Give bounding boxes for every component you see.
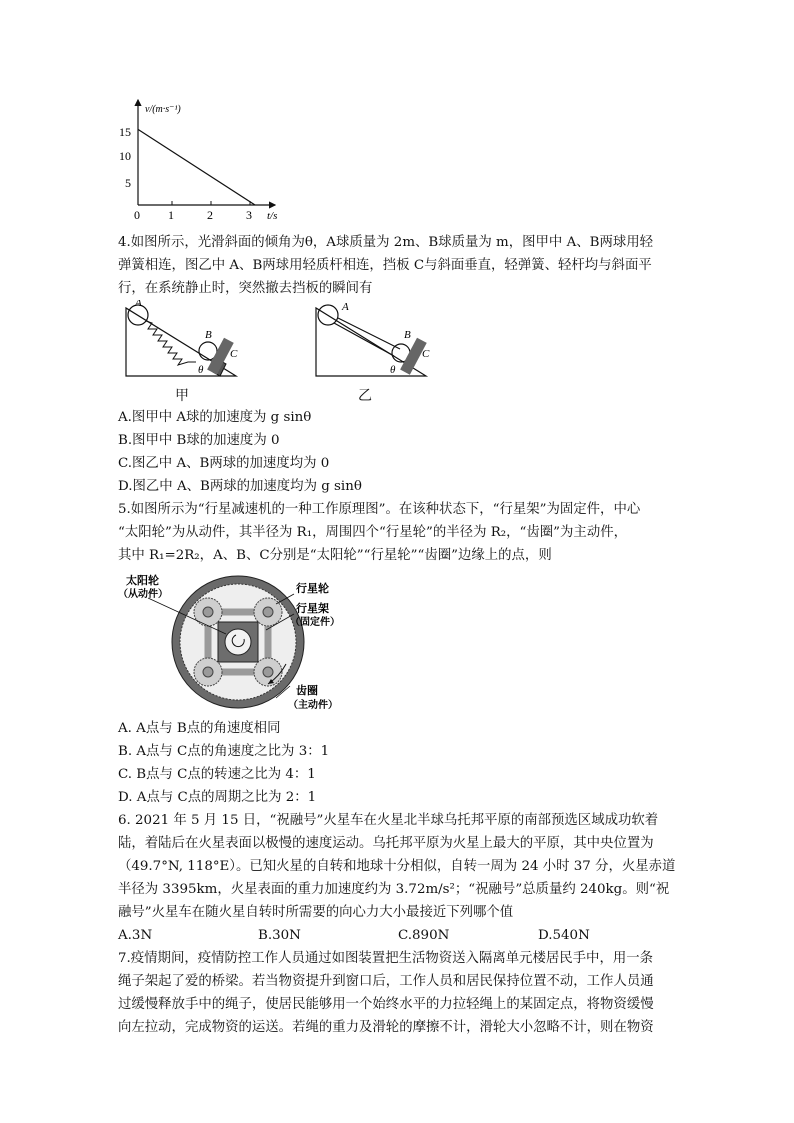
q6-stem-line: 6. 2021 年 5 月 15 日，“祝融号”火星车在火星北半球乌托邦平原的南部预选区域成功软着 bbox=[118, 813, 659, 828]
x-tick-label: 1 bbox=[168, 208, 174, 222]
y-tick-label: 15 bbox=[119, 125, 131, 139]
y-axis-label: v/(m·s⁻¹) bbox=[145, 104, 181, 115]
spring bbox=[146, 321, 196, 365]
q5-stem-line: 其中 R₁=2R₂，A、B、C分别是“太阳轮”“行星轮”“齿圈”边缘上的点，则 bbox=[118, 548, 552, 563]
label-theta: θ bbox=[390, 364, 396, 376]
q5-stem-line: 5.如图所示为“行星减速机的一种工作原理图”。在该种状态下，“行星架”为固定件，中心 bbox=[118, 502, 641, 517]
velocity-line bbox=[138, 129, 255, 205]
planetary-gear-figure bbox=[118, 572, 378, 714]
label-ring-gear-role: （主动件） bbox=[288, 700, 338, 711]
q4-stem-line: 弹簧相连，图乙中 A、B两球用轻质杆相连，挡板 C与斜面垂直，轻弹簧、轻杆均与斜面平 bbox=[118, 258, 652, 273]
q6-stem-line: （49.7°N, 118°E）。已知火星的自转和地球十分相似，自转一周为 24 小时 37 分，火星赤道 bbox=[118, 859, 676, 874]
x-tick-label: 0 bbox=[134, 208, 140, 222]
y-tick-label: 5 bbox=[125, 176, 131, 190]
label-b: B bbox=[404, 329, 411, 341]
label-carrier: 行星架 bbox=[296, 603, 329, 615]
q7-stem-line: 向左拉动，完成物资的运送。若绳的重力及滑轮的摩擦不计，滑轮大小忽略不计，则在物资 bbox=[118, 1020, 654, 1035]
q6-option-d: D.540N bbox=[538, 928, 590, 943]
caption-yi: 乙 bbox=[358, 388, 372, 404]
y-tick-labels bbox=[119, 125, 131, 190]
q5-option-d: D. A点与 C点的周期之比为 2：1 bbox=[118, 790, 317, 805]
q6-option-a: A.3N bbox=[118, 928, 153, 943]
q6-stem-line: 融号”火星车在随火星自转时所需要的向心力大小最接近下列哪个值 bbox=[118, 905, 514, 920]
q4-stem-line: 4.如图所示，光滑斜面的倾角为θ，A球质量为 2m、B球质量为 m，图甲中 A、B两球用轻 bbox=[118, 235, 654, 250]
q4-option-a: A.图甲中 A球的加速度为 g sinθ bbox=[118, 410, 312, 425]
q4-option-b: B.图甲中 B球的加速度为 0 bbox=[118, 433, 280, 448]
q5-option-c: C. B点与 C点的转速之比为 4：1 bbox=[118, 767, 316, 782]
label-a: A bbox=[135, 300, 142, 309]
q5-option-b: B. A点与 C点的角速度之比为 3：1 bbox=[118, 744, 330, 759]
q7-stem-line: 绳子架起了爱的桥梁。若当物资提升到窗口后，工作人员和居民保持位置不动，工作人员通 bbox=[118, 974, 654, 989]
label-sun-gear: 太阳轮 bbox=[126, 575, 159, 587]
label-ring-gear: 齿圈 bbox=[296, 685, 318, 697]
q7-stem-line: 过缓慢释放手中的绳子，使居民能够用一个始终水平的力拉轻绳上的某固定点，将物资缓慢 bbox=[118, 997, 654, 1012]
x-tick-labels bbox=[134, 208, 252, 222]
x-tick-label: 3 bbox=[246, 208, 252, 222]
incline-rod-figure bbox=[308, 300, 438, 380]
velocity-time-graph bbox=[115, 95, 295, 225]
q5-stem-line: “太阳轮”为从动件，其半径为 R₁，周围四个“行星轮”的半径为 R₂，“齿圈”为主动件， bbox=[118, 525, 627, 540]
label-theta: θ bbox=[198, 364, 204, 376]
label-sun-gear-role: （从动件） bbox=[118, 589, 168, 600]
q7-stem-line: 7.疫情期间，疫情防控工作人员通过如图装置把生活物资送入隔离单元楼居民手中，用一条 bbox=[118, 951, 654, 966]
x-tick-label: 2 bbox=[207, 208, 213, 222]
q5-option-a: A. A点与 B点的角速度相同 bbox=[118, 721, 281, 736]
label-a: A bbox=[342, 301, 349, 313]
y-tick-label: 10 bbox=[119, 149, 131, 163]
x-axis-label: t/s bbox=[267, 210, 278, 222]
q6-option-b: B.30N bbox=[258, 928, 301, 943]
q6-stem-line: 半径为 3395km，火星表面的重力加速度约为 3.72m/s²；“祝融号”总质量约 240kg。则“祝 bbox=[118, 882, 670, 897]
label-carrier-role: （固定件） bbox=[290, 617, 340, 628]
rod bbox=[334, 323, 394, 356]
q4-option-c: C.图乙中 A、B两球的加速度均为 0 bbox=[118, 456, 330, 471]
q4-option-d: D.图乙中 A、B两球的加速度均为 g sinθ bbox=[118, 479, 362, 494]
label-planet-gear: 行星轮 bbox=[296, 583, 329, 595]
q6-stem-line: 陆，着陆后在火星表面以极慢的速度运动。乌托邦平原为火星上最大的平原，其中央位置为 bbox=[118, 836, 654, 851]
q6-option-c: C.890N bbox=[398, 928, 450, 943]
label-c: C bbox=[422, 348, 430, 360]
q4-stem-line: 行，在系统静止时，突然撤去挡板的瞬间有 bbox=[118, 281, 373, 296]
incline-spring-figure bbox=[118, 300, 248, 380]
caption-jia: 甲 bbox=[175, 388, 189, 404]
label-c: C bbox=[230, 348, 238, 360]
label-b: B bbox=[205, 329, 212, 341]
